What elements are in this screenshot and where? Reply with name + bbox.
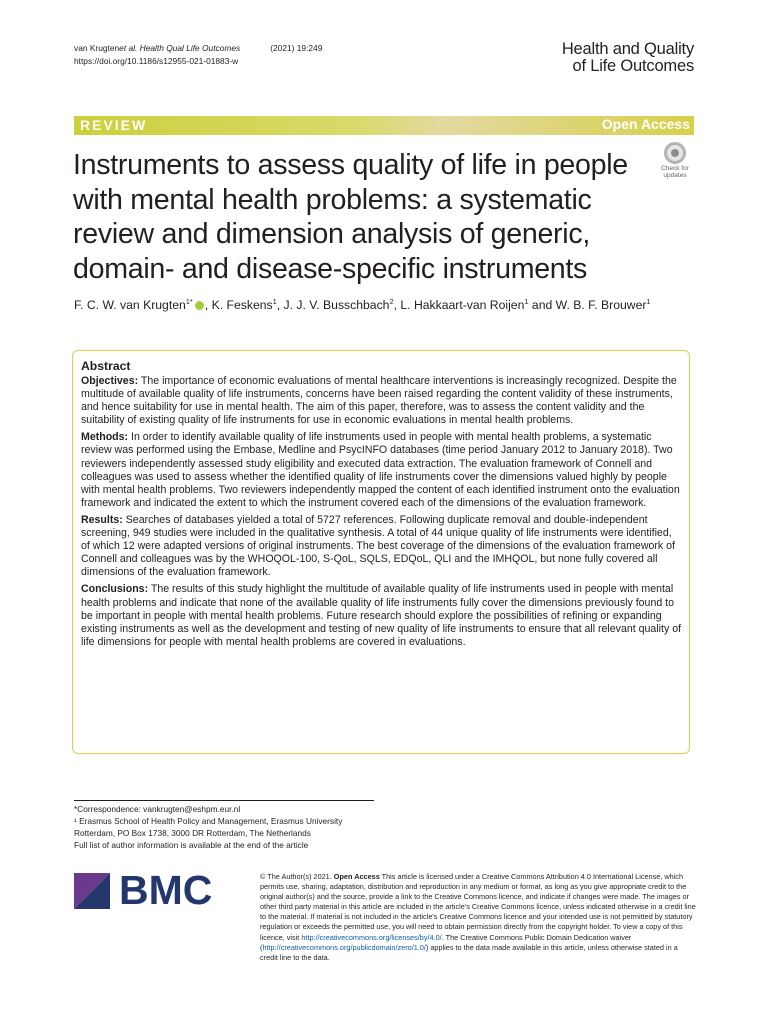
abstract-conclusions <box>81 583 683 648</box>
open-access-bold: Open Access <box>333 872 380 881</box>
open-access-label: Open Access <box>601 116 690 132</box>
citation-year: (2021) 19:249 <box>270 43 323 53</box>
author-name[interactable]: F. C. W. van Krugten <box>74 298 186 312</box>
orcid-icon[interactable] <box>195 301 204 310</box>
license-text-1: This article is licensed under a Creative Commons Attribution 4.0 International License, which permits use, sharing, adaptation, distribution and reproduction in any medium or format, as long as you give appropriate credit to the original author(s) and the source, provide a link to the Creative Commons licence, and indicate if changes were made. The images or other third party material in this article are included in the article's Creative Commons licence, unless indicated otherwise in a credit line to the material. If material is not included in the article's Creative Commons licence and your intended use is not permitted by statutory regulation or exceeds the permitted use, you will need to obtain permission directly from the copyright holder. To view a copy of this licence, visit <box>260 872 696 942</box>
author-name[interactable]: , J. J. V. Busschbach <box>276 298 390 312</box>
author-affil: 1 <box>524 297 529 306</box>
footnote-rule <box>74 800 374 801</box>
methods-label: Methods: <box>81 431 129 444</box>
copyright-text: © The Author(s) 2021. <box>260 872 334 881</box>
correspondence[interactable]: *Correspondence: vankrugten@eshpm.eur.nl <box>74 804 241 814</box>
objectives-text: The importance of economic evaluations of mental healthcare interventions is increasingly recognized. Despite the multitude of available quality of life instruments, concerns have been raised regarding the content validity of these instruments, and hence suitability for use in mental health. The aim of this paper, therefore, was to assess the content validity and the suitability of existing quality of life instruments for use in economic evaluations in mental health problems. <box>81 375 677 427</box>
results-label: Results: <box>81 513 123 526</box>
check-for-updates-badge[interactable] <box>656 142 694 182</box>
affiliation-line1: ¹ Erasmus School of Health Policy and Management, Erasmus University <box>74 816 343 826</box>
abstract-results <box>81 514 683 579</box>
journal-name-line1: Health and Quality <box>561 40 694 58</box>
author-affil: 2 <box>389 297 394 306</box>
abstract-methods <box>81 431 683 510</box>
abstract-box <box>72 350 690 754</box>
author-affil: 1* <box>185 297 193 306</box>
article-type-band <box>74 116 694 135</box>
citation-authors: van Krugten <box>74 43 120 53</box>
check-for-updates-line2: updates <box>663 172 687 179</box>
methods-text: In order to identify available quality of life instruments used in people with mental health problems, a systematic review was performed using the Embase, Medline and PsycINFO databases (time period January 2012 to January 2018). Two reviewers independently assessed study eligibility and executed data extraction. The evaluation framework of Connell and colleagues was used to assess whether the identified quality of life instruments cover the dimensions valued highly by people with mental health problems. Two reviewers independently mapped the content of each identified instrument onto the evaluation framework and indicated the extent to which the instrument covered each of the dimensions of the evaluation framework. <box>81 431 680 509</box>
journal-name-line2: of Life Outcomes <box>572 57 694 75</box>
bmc-logo-text: BMC <box>119 867 213 913</box>
article-title: Instruments to assess quality of life in people with mental health problems: a systematic review and dimension analysis of generic, domain- and disease-specific instruments <box>73 149 628 285</box>
author-info-note: Full list of author information is available at the end of the article <box>74 840 309 850</box>
citation-journal: et al. Health Qual Life Outcomes <box>119 43 241 53</box>
journal-name <box>562 41 694 75</box>
author-list <box>74 297 651 312</box>
objectives-label: Objectives: <box>81 375 139 387</box>
license-text-2: . The Creative Commons Public Domain Dedication waiver ( <box>260 932 632 952</box>
bmc-logo-mark <box>74 873 110 909</box>
cc-by-link[interactable]: http://creativecommons.org/licenses/by/4.0/ <box>301 932 442 942</box>
article-type-label: REVIEW <box>80 117 148 133</box>
check-for-updates-label <box>656 165 694 179</box>
author-name[interactable]: , K. Feskens <box>204 298 273 312</box>
abstract-objectives <box>81 375 683 427</box>
footnotes <box>74 803 342 851</box>
update-icon <box>664 142 686 164</box>
results-text: Searches of databases yielded a total of 5727 references. Following duplicate removal and double-independent screening, 949 studies were included in the qualitative synthesis. A total of 44 unique quality of life instruments were identified, of which 12 were adapted versions of original instruments. The best coverage of the dimensions of the evaluation framework of Connell and colleagues was by the WHOQOL-100, S-QoL, SQLS, EDQoL, QLI and the IMHQOL, but none fully covered all dimensions of the evaluation framework. <box>81 513 675 579</box>
author-name[interactable]: , L. Hakkaart-van Roijen <box>393 298 525 312</box>
bmc-logo <box>74 867 214 917</box>
cc0-link[interactable]: http://creativecommons.org/publicdomain/zero/1.0/ <box>262 942 426 952</box>
conclusions-label: Conclusions: <box>81 583 149 596</box>
running-header <box>74 42 322 68</box>
affiliation-line2: Rotterdam, PO Box 1738, 3000 DR Rotterdam, The Netherlands <box>74 828 311 838</box>
license-text-3: ) applies to the data made available in this article, unless otherwise stated in a credit line to the data. <box>260 942 678 962</box>
license-notice <box>260 872 696 963</box>
author-affil: 1 <box>646 297 651 306</box>
conclusions-text: The results of this study highlight the multitude of available quality of life instruments used in people with mental health problems and indicate that none of the available quality of life instruments fully cover the dimensions previously found to be important in people with mental health problems. Future research should explore the possibilities of refining or expanding existing instruments as well as the development and testing of new quality of life instruments to ensure that all relevant quality of life dimensions for people with mental health problems are covered in evaluations. <box>81 583 682 648</box>
doi-link[interactable]: https://doi.org/10.1186/s12955-021-01883-w <box>74 56 239 66</box>
author-affil: 1 <box>272 297 277 306</box>
abstract-heading: Abstract <box>81 359 131 373</box>
check-for-updates-line1: Check for <box>661 165 689 172</box>
author-name[interactable]: and W. B. F. Brouwer <box>528 298 647 312</box>
citation-line <box>74 42 322 55</box>
